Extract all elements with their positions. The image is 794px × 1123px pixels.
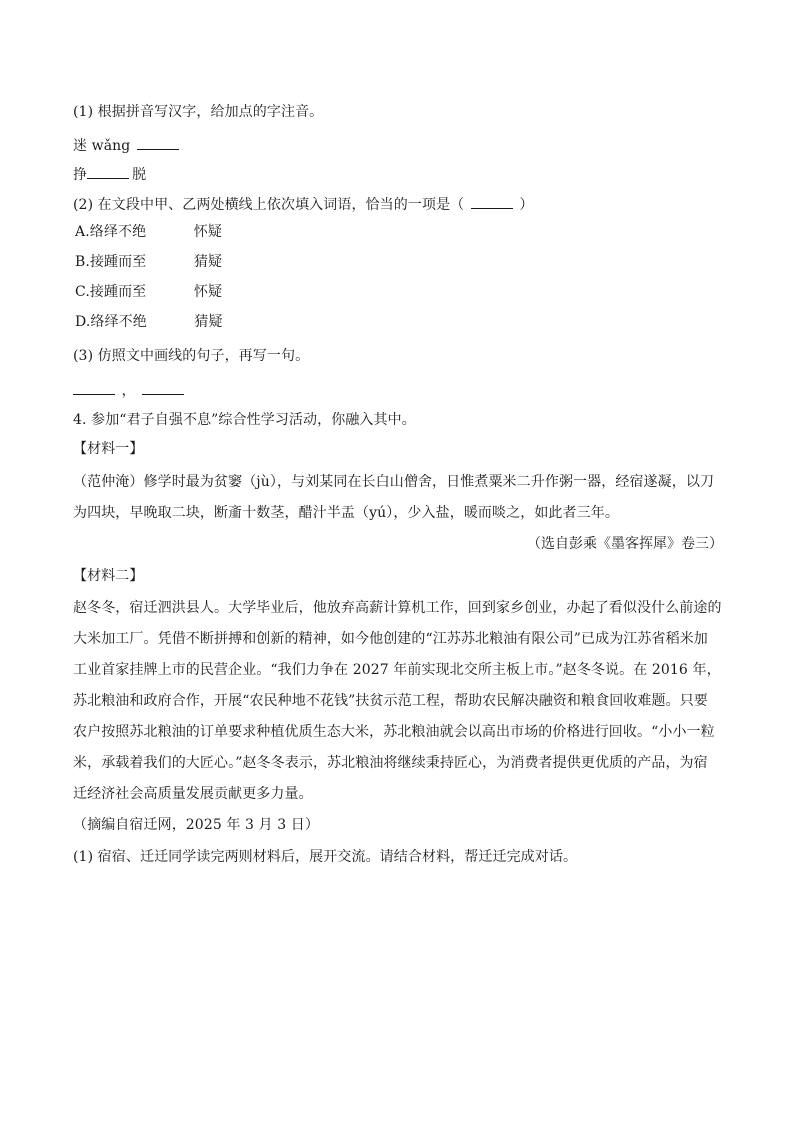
q2-prompt-text: (2) 在文段中甲、乙两处横线上依次填入词语，恰当的一项是（ bbox=[73, 197, 465, 213]
option-word-1: 络绎不绝 bbox=[90, 314, 147, 330]
option-word-2: 怀疑 bbox=[193, 224, 222, 240]
q2-prompt bbox=[73, 194, 534, 215]
q1-item-2-post: 脱 bbox=[132, 167, 147, 183]
q4-sub1-prompt: (1) 宿宿、迁迁同学读完两则材料后，展开交流。请结合材料，帮迁迁完成对话。 bbox=[73, 849, 578, 865]
option-word-2: 猜疑 bbox=[193, 254, 223, 270]
q4-prompt: 4. 参加“君子自强不息”综合性学习活动，你融入其中。 bbox=[73, 412, 416, 428]
answer-blank[interactable] bbox=[87, 164, 129, 179]
material-1-heading: 【材料一】 bbox=[73, 441, 144, 457]
option-word-2: 猜疑 bbox=[194, 314, 223, 330]
document-page bbox=[73, 0, 723, 1123]
answer-blank[interactable] bbox=[471, 194, 513, 209]
material-1-source: （选自彭乘《墨客挥犀》卷三） bbox=[527, 536, 723, 552]
material-2-heading: 【材料二】 bbox=[73, 568, 144, 584]
material-2-line: 工业首家挂牌上市的民营企业。“我们力争在 2027 年前实现北交所主板上市。”赵冬冬说。在 2016 年， bbox=[73, 662, 721, 678]
q3-prompt: (3) 仿照文中画线的句子，再写一句。 bbox=[73, 348, 310, 364]
answer-blank[interactable] bbox=[73, 380, 115, 395]
material-1-line: 为四块，早晚取二块，断齑十数茎，醋汁半盂（yú），少入盐，暖而啖之，如此者三年。 bbox=[73, 505, 619, 521]
q1-item-1-text: 迷 wǎng bbox=[73, 138, 131, 154]
option-letter: A. bbox=[75, 224, 90, 240]
option-word-1: 接踵而至 bbox=[89, 284, 147, 300]
option-word-1: 接踵而至 bbox=[89, 254, 147, 270]
material-2-line: 大米加工厂。凭借不断拼搏和创新的精神，如今他创建的“江苏苏北粮油有限公司”已成为江苏省稻米加 bbox=[73, 631, 708, 647]
q2-option-c[interactable] bbox=[75, 282, 222, 302]
material-2-line: 苏北粮油和政府合作，开展“农民种地不花钱”扶贫示范工程，帮助农民解决融资和粮食回收难题。只要 bbox=[73, 693, 708, 709]
q2-option-b[interactable] bbox=[75, 252, 222, 272]
material-1-line: （范仲淹）修学时最为贫窭（jù），与刘某同在长白山僧舍，日惟煮粟米二升作粥一器，经宿遂凝，以刀 bbox=[73, 474, 715, 490]
answer-blank[interactable] bbox=[142, 380, 184, 395]
q2-option-a[interactable] bbox=[75, 222, 222, 242]
q1-item-1 bbox=[73, 135, 181, 156]
material-2-line: 米，承载着我们的大匠心。”赵冬冬表示，苏北粮油将继续秉持匠心，为消费者提供更优质的产品，为宿 bbox=[73, 755, 708, 771]
q1-item-2 bbox=[73, 164, 146, 185]
answer-blank[interactable] bbox=[137, 135, 179, 150]
material-2-line: 农户按照苏北粮油的订单要求种植优质生态大米，苏北粮油就会以高出市场的价格进行回收。“小小一粒 bbox=[73, 724, 715, 740]
option-letter: D. bbox=[75, 314, 91, 330]
q3-answer-line bbox=[73, 380, 186, 401]
material-2-line: 迁经济社会高质量发展贡献更多力量。 bbox=[73, 786, 313, 802]
option-letter: B. bbox=[75, 254, 90, 270]
material-2-line: 赵冬冬，宿迁泗洪县人。大学毕业后，他放弃高薪计算机工作，回到家乡创业，办起了看似没什么前途的 bbox=[73, 600, 722, 616]
option-word-1: 络绎不绝 bbox=[89, 224, 147, 240]
option-word-2: 怀疑 bbox=[193, 284, 223, 300]
q2-prompt-end: ） bbox=[519, 197, 534, 213]
q1-prompt: (1) 根据拼音写汉字，给加点的字注音。 bbox=[73, 104, 324, 120]
material-2-source: （摘编自宿迁网，2025 年 3 月 3 日） bbox=[73, 817, 319, 833]
option-letter: C. bbox=[75, 284, 90, 300]
q2-option-d[interactable] bbox=[75, 312, 223, 332]
q1-item-2-pre: 挣 bbox=[73, 167, 88, 183]
q3-separator: ， bbox=[121, 383, 136, 399]
